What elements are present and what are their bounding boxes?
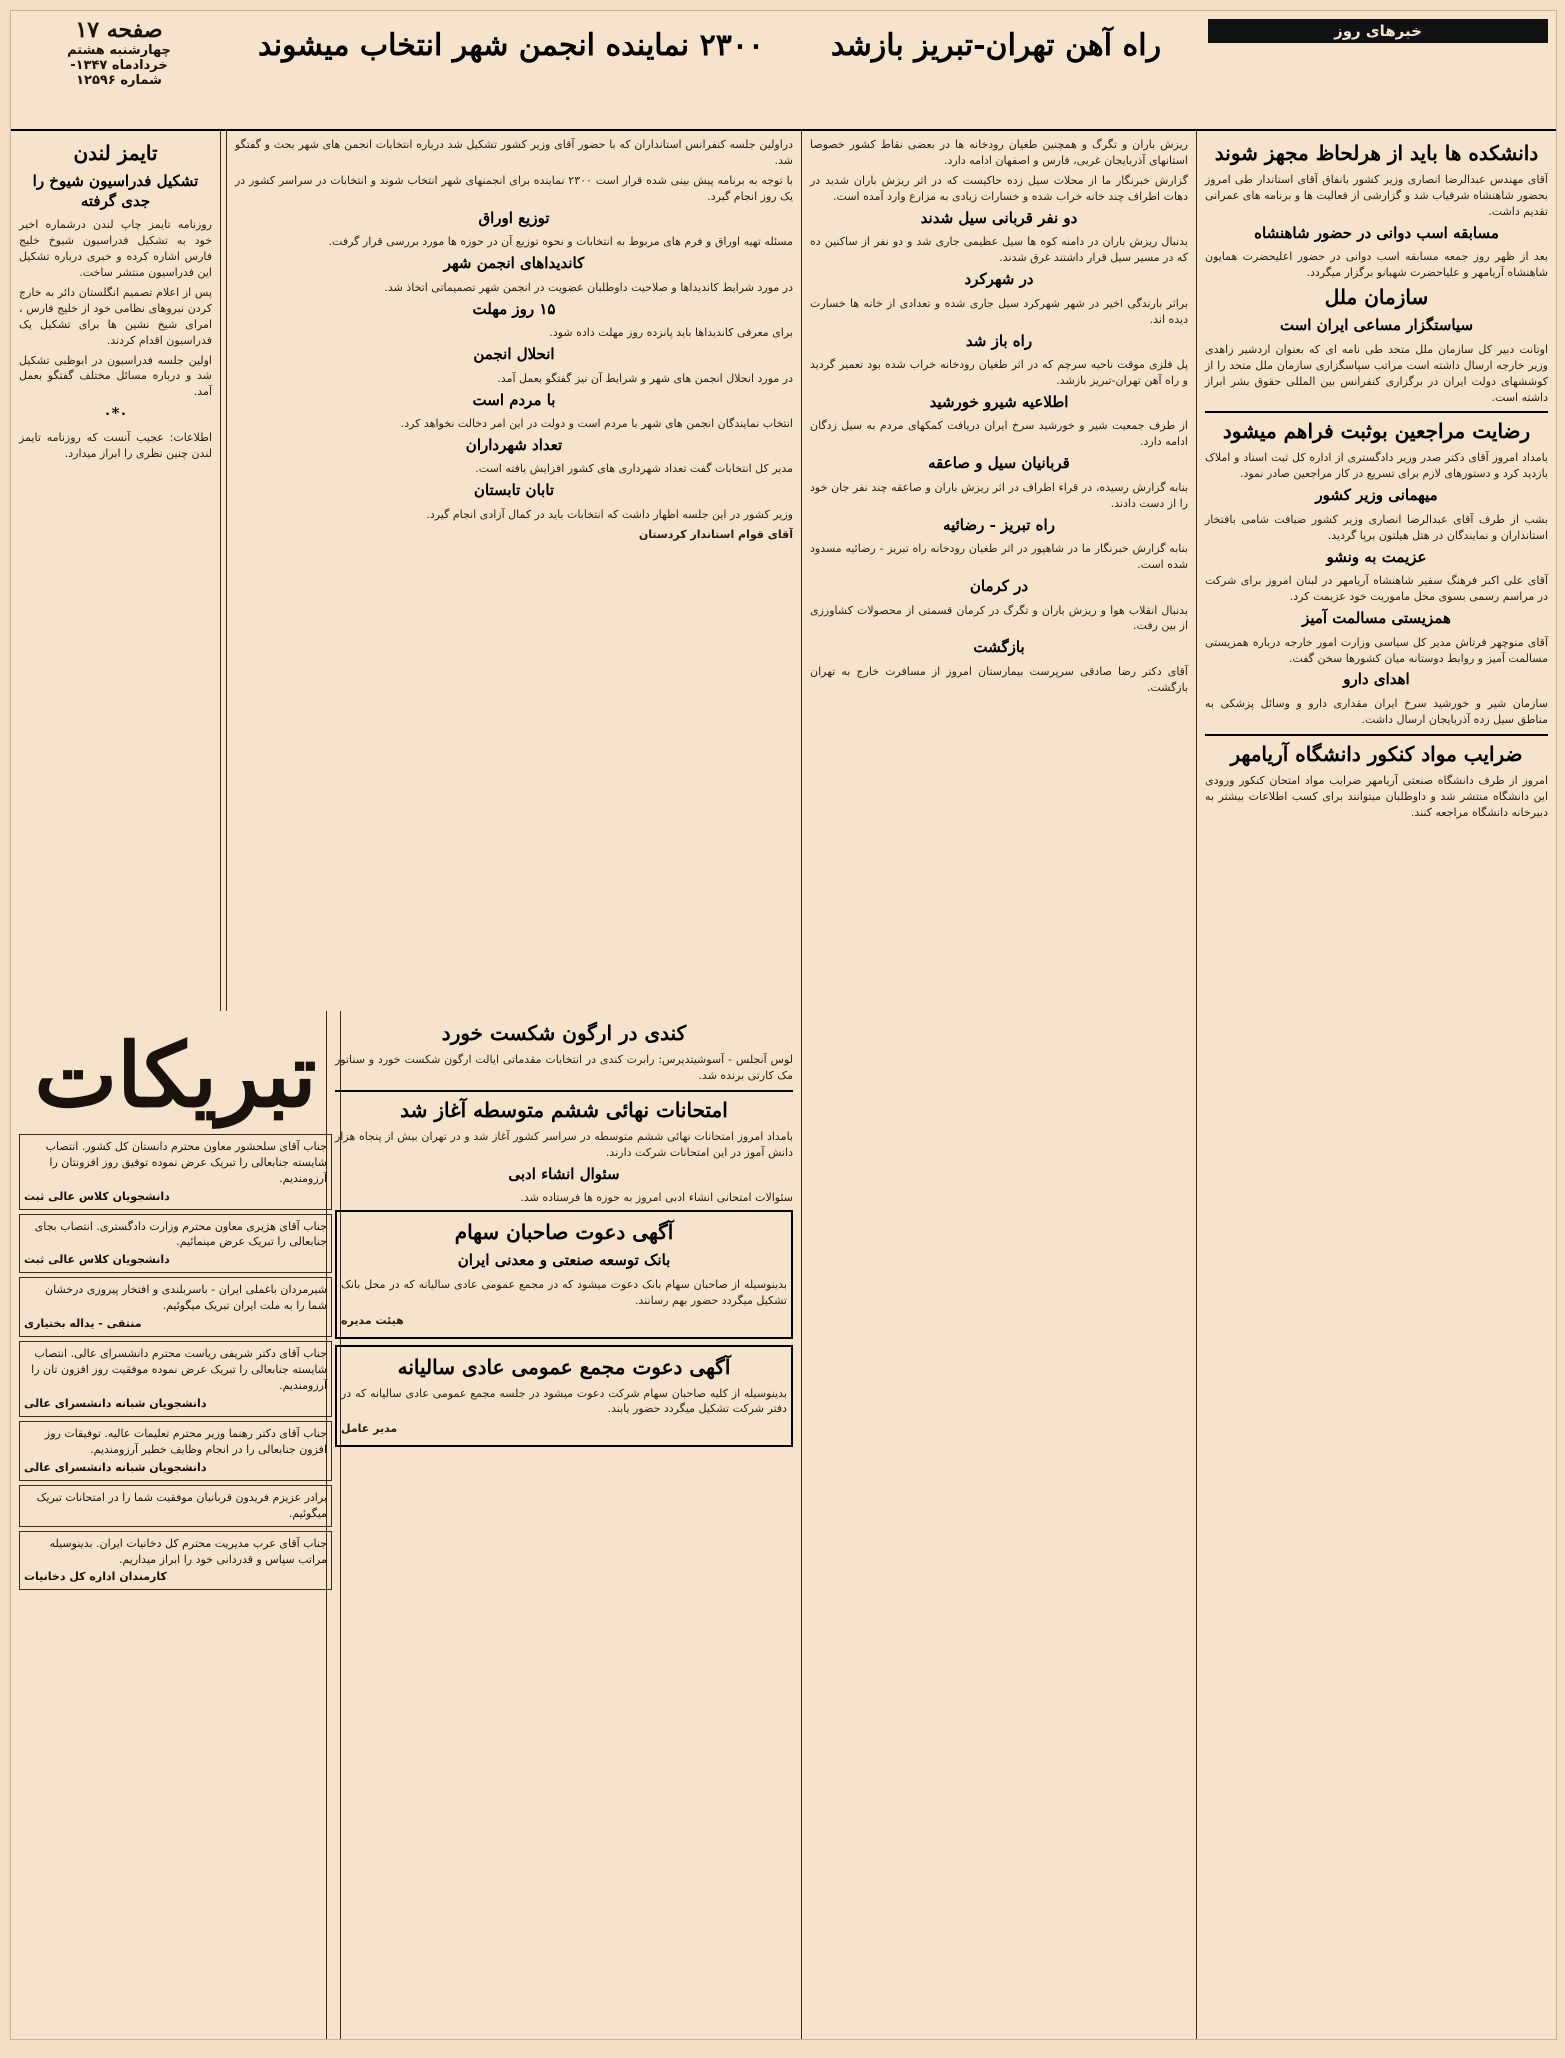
news-paragraph: اولین جلسه فدراسیون در ابوظبی تشکیل شد و درباره مسائل مختلف گفتگو بعمل آمد. xyxy=(19,353,212,399)
congrats-ad: جناب آقای دکتر رهنما وزیر محترم تعلیمات عالیه. توفیقات روز افزون جنابعالی را در انجام وظایف خطیر آرزومندیم. دانشجویان شبانه دانشسرای عالی xyxy=(19,1421,332,1481)
separator-stars: ۰*۰ xyxy=(103,404,128,423)
news-paragraph: بدنبال انقلاب هوا و ریزش باران و تگرگ در کرمان قسمتی از محصولات کشاورزی از بین رفت. xyxy=(810,603,1188,633)
headline-storm-victims: قربانیان سیل و صاعقه xyxy=(928,454,1070,473)
notice-title: آگهی دعوت مجمع عمومی عادی سالیانه xyxy=(397,1354,731,1379)
news-paragraph: سئوالات امتحانی انشاء ادبی امروز به حوزه ها فرستاده شد. xyxy=(520,1191,793,1205)
congrats-signature: دانشجویان شبانه دانشسرای عالی xyxy=(24,1396,207,1410)
news-paragraph: بدنبال ریزش باران در دامنه کوه ها سیل عظیمی جاری شد و دو نفر از ساکنین ده که در مسیر سیل قرار داشتند غرق شدند. xyxy=(810,235,1188,265)
news-paragraph: در مورد شرایط کاندیداها و صلاحیت داوطلبان عضویت در انجمن شهر تصمیماتی اتخاذ شد. xyxy=(384,280,793,294)
headline-exams: امتحانات نهائی ششم متوسطه آغاز شد xyxy=(400,1097,728,1122)
news-paragraph: گزارش خبرنگار ما از محلات سیل زده حاکیست که در اثر ریزش باران شدید در دهات اطراف چند خانه خراب شده و خسارات زیادی به مزارع وارد آمده است. xyxy=(810,173,1188,203)
headline-tabriz-rezaieh: راه تبریز - رضائیه xyxy=(943,515,1055,534)
headline-road-open: راه باز شد xyxy=(965,331,1033,350)
page-number: صفحه ۱۷ xyxy=(75,17,163,43)
news-paragraph: بنابه گزارش رسیده، در قراء اطراف در اثر ریزش باران و صاعقه چند نفر جان خود را از دست دادند. xyxy=(810,480,1188,510)
congrats-signature: دانشجویان کلاس عالی ثبت xyxy=(24,1189,170,1203)
notice-signature: مدیر عامل xyxy=(341,1422,398,1436)
notice-title: آگهی دعوت صاحبان سهام xyxy=(454,1220,674,1245)
headline-registry: رضایت مراجعین بوثبت فراهم میشود xyxy=(1222,419,1531,444)
congrats-ad: جناب آقای عرب مدیریت محترم کل دخانیات ایران. بدینوسیله مراتب سپاس و قدردانی خود را ابراز میداریم. کارمندان اداره کل دخانیات xyxy=(19,1531,332,1591)
congrats-signature: منتقی - یداله بختیاری xyxy=(24,1317,142,1331)
headline-horse-race: مسابقه اسب دوانی در حضور شاهنشاه xyxy=(1254,223,1499,242)
news-paragraph: بامداد امروز امتحانات نهائی ششم متوسطه در سراسر کشور آغاز شد و در تهران بیش از پنجاه هزار دانش آموز در این امتحانات شرکت دارند. xyxy=(335,1129,793,1159)
headline-deadline: ۱۵ روز مهلت xyxy=(472,299,556,318)
column-congratulations xyxy=(11,1011,341,2039)
notice-general-assembly xyxy=(335,1345,793,1448)
headline-medicine: اهدای دارو xyxy=(1343,670,1410,689)
headline-council: ۲۳۰۰ نماینده انجمن شهر انتخاب میشوند xyxy=(257,28,765,63)
news-paragraph: براثر بارندگی اخیر در شهر شهرکرد سیل جاری شده و تعدادی از خانه ها خسارت دیده اند. xyxy=(810,296,1188,326)
news-paragraph: با توجه به برنامه پیش بینی شده قرار است ۲۳۰۰ نماینده برای انجمنهای شهر انتخاب شوند و انتخابات در سراسر کشور در یک روز انجام گیرد. xyxy=(235,173,793,203)
news-paragraph: آقای منوچهر فرتاش مدیر کل سیاسی وزارت امور خارجه درباره همزیستی مسالمت آمیز و روابط دوستانه میان کشورها سخن گفت. xyxy=(1205,635,1548,665)
news-paragraph: امروز از طرف دانشگاه صنعتی آریامهر ضرایب مواد امتحان کنکور ورودی این دانشگاه منتشر شد و داوطلبان میتوانند برای کسب اطلاعات بیشتر به دبیرخانه دانشگاه مراجعه کنند. xyxy=(1205,773,1548,819)
news-of-day-box xyxy=(1208,19,1548,43)
news-paragraph: بشب از طرف آقای عبدالرضا انصاری وزیر کشور ضیافت شامی بافتخار استانداران و نمایندگان در هتل هیلتون برپا گردید. xyxy=(1205,512,1548,542)
issue-date: خردادماه ۱۳۴۷- xyxy=(70,58,168,73)
congrats-signature: دانشجویان شبانه دانشسرای عالی xyxy=(24,1460,207,1474)
news-paragraph: در مورد انحلال انجمن های شهر و شرایط آن نیز گفتگو بعمل آمد. xyxy=(497,371,793,385)
news-paragraph: آقای مهندس عبدالرضا انصاری وزیر کشور بانفاق آقای استاندار طی امروز بحضور شاهنشاه شرفیاب شد و گزارشی از فعالیت ها و برنامه های عمرانی تقدیم داشت. xyxy=(1205,173,1548,218)
news-paragraph: برای معرفی کاندیداها باید پانزده روز مهلت داده شود. xyxy=(549,326,793,340)
column-council xyxy=(226,131,801,1011)
headline-departure: عزیمت به ونشو xyxy=(1326,547,1427,566)
headline-railway: راه آهن تهران-تبریز بازشد xyxy=(830,28,1162,63)
news-paragraph: اطلاعات: عجیب آنست که روزنامه تایمز لندن چنین نظری را ابراز میدارد. xyxy=(19,430,212,460)
news-paragraph: لوس آنجلس - آسوشیتدپرس: رابرت کندی در انتخابات مقدماتی ایالت ارگون شکست خورد و سناتور مک کارتی برنده شد. xyxy=(335,1053,793,1082)
newspaper-page xyxy=(10,10,1557,2040)
headline-red-lion: اطلاعیه شیرو خورشید xyxy=(929,392,1069,411)
subhead-un: سیاستگزار مساعی ایران است xyxy=(1279,316,1474,335)
news-paragraph: آقای دکتر رضا صادقی سرپرست بیمارستان امروز از مسافرت خارج به تهران بازگشت. xyxy=(810,664,1188,694)
byline: آقای قوام استاندار کردستان xyxy=(638,527,793,541)
news-paragraph: از طرف جمعیت شیر و خورشید سرخ ایران دریافت کمکهای مردم به سیل زدگان ادامه دارد. xyxy=(810,419,1188,449)
notice-text: بدینوسیله از صاحبان سهام بانک دعوت میشود که در مجمع عمومی عادی سالیانه که در محل بانک تشکیل میگردد حضور بهم رسانند. xyxy=(341,1277,787,1307)
column-railway xyxy=(801,131,1196,2039)
news-paragraph: مسئله تهیه اوراق و فرم های مربوط به انتخابات و نحوه توزیع آن در حوزه ها مورد بررسی قرار گرفت. xyxy=(328,235,793,249)
headline-shahrekord: در شهرکرد xyxy=(964,270,1034,289)
divider xyxy=(1205,411,1548,413)
headline-distribution: توزیع اوراق xyxy=(478,208,550,227)
notice-bank: بانک توسعه صنعتی و معدنی ایران xyxy=(457,1251,671,1270)
notice-signature: هیئت مدیره xyxy=(341,1313,404,1327)
headline-konkur: ضرایب مواد کنکور دانشگاه آریامهر xyxy=(1230,741,1523,766)
congrats-ad: برادر عزیزم فریدون قربانیان موفقیت شما را در امتحانات تبریک میگوئیم. xyxy=(19,1485,332,1527)
headline-people: با مردم است xyxy=(472,390,556,409)
headline-dissolution: انحلال انجمن xyxy=(473,345,555,364)
news-paragraph: بامداد امروز آقای دکتر صدر وزیر دادگستری از اداره کل ثبت اسناد و املاک بازدید کرد و دستورهای لازم برای تسریع در کار مراجعین صادر نمود. xyxy=(1205,451,1548,481)
subhead-times: تشکیل فدراسیون شیوخ را جدی گرفته xyxy=(32,172,199,210)
headline-mayors: تعداد شهرداران xyxy=(465,435,563,454)
news-paragraph: انتخاب نمایندگان انجمن های شهر با مردم است و دولت در این امر دخالت نخواهد کرد. xyxy=(400,417,793,430)
congrats-ad: شیرمردان باغملی ایران - باسربلندی و افتخار پیروزی درخشان شما را به ملت ایران تبریک میگوئیم. منتقی - یداله بختیاری xyxy=(19,1277,332,1337)
headline-essay: سئوال انشاء ادبی xyxy=(508,1164,620,1183)
headline-kennedy: کندی در ارگون شکست خورد xyxy=(441,1021,687,1045)
news-paragraph: اوتانت دبیر کل سازمان ملل متحد طی نامه ای که بعنوان اردشیر زاهدی وزیر خارجه ارسال داشته است مراتب سپاسگزاری سازمان ملل متحد را از کوششهای دولت ایران در برگزاری کنفرانس بین المللی حقوق بشر ابراز داشته است. xyxy=(1205,342,1548,404)
headline-kerman: در کرمان xyxy=(969,577,1029,595)
masthead xyxy=(11,11,1556,131)
issue-info xyxy=(19,17,219,88)
headline-times: تایمز لندن xyxy=(73,141,158,165)
news-paragraph: روزنامه تایمز چاپ لندن درشماره اخیر خود به تشکیل فدراسیون شیوخ خلیج فارس اشاره کرده و خبری درباره تشکیل این فدراسیون منتشر ساخت. xyxy=(19,218,212,279)
column-exams xyxy=(326,1011,801,2039)
congrats-ad: جناب آقای هژیری معاون محترم وزارت دادگستری. انتصاب بجای جنابعالی را تبریک عرض مینمائیم. دانشجویان کلاس عالی ثبت xyxy=(19,1214,332,1274)
issue-number: شماره ۱۲۵۹۶ xyxy=(76,73,162,88)
headline-flood-victims: دو نفر قربانی سیل شدند xyxy=(920,208,1078,227)
headline-candidates: کاندیداهای انجمن شهر xyxy=(443,254,585,273)
news-paragraph: پل فلزی موقت ناحیه سرچم که در اثر طغیان رودخانه خراب شده بود تعمیر گردید و راه آهن تهران-تبریز بازشد. xyxy=(810,358,1188,387)
news-paragraph: وزیر کشور در این جلسه اظهار داشت که انتخابات باید در کمال آزادی انجام گیرد. xyxy=(426,507,793,521)
notice-text: بدینوسیله از کلیه صاحبان سهام شرکت دعوت میشود در جلسه مجمع عمومی عادی سالیانه که در دفتر شرکت تشکیل میگردد حضور یابند. xyxy=(341,1386,787,1416)
news-box-title: خبرهای روز xyxy=(1208,19,1548,43)
headline-coexistence: همزیستی مسالمت آمیز xyxy=(1302,609,1451,628)
congrats-logo: تبریکات xyxy=(34,1023,317,1127)
headline-minister-dinner: میهمانی وزیر کشور xyxy=(1315,486,1438,505)
news-paragraph: آقای علی اکبر فرهنگ سفیر شاهنشاه آریامهر در لبنان امروز برای شرکت در مراسم رسمی بسوی محل ماموریت خود عزیمت کرد. xyxy=(1205,574,1548,604)
congrats-signature: دانشجویان کلاس عالی ثبت xyxy=(24,1253,170,1267)
divider xyxy=(1205,734,1548,736)
news-paragraph: بنابه گزارش خبرنگار ما در شاهپور در اثر طغیان رودخانه راه تبریز - رضائیه مسدود شده است. xyxy=(810,542,1188,572)
column-times xyxy=(11,131,221,1011)
news-paragraph: بعد از ظهر روز جمعه مسابقه اسب دوانی در حضور اعلیحضرت همایون شاهنشاه آریامهر و علیاحضرت شهبانو برگزار میگردد. xyxy=(1205,250,1548,280)
divider xyxy=(335,1090,793,1092)
congrats-ad: جناب آقای دکتر شریفی ریاست محترم دانشسرای عالی. انتصاب شایسته جنابعالی را تبریک عرض نموده موفقیت روز افزون تان را آرزومندیم. دانشجویان شبانه دانشسرای عالی xyxy=(19,1341,332,1417)
notice-shareholders xyxy=(335,1210,793,1338)
congrats-signature: کارمندان اداره کل دخانیات xyxy=(24,1570,167,1584)
congrats-ad: جناب آقای سلحشور معاون محترم دانستان کل کشور. انتصاب شایسته جنابعالی را تبریک عرض نموده توفیق روز افزونتان را آرزومندیم. دانشجویان کلاس عالی ثبت xyxy=(19,1134,332,1210)
headline-faculties: دانشکده ها باید از هرلحاظ مجهز شوند xyxy=(1214,141,1539,165)
column-news-of-day xyxy=(1196,131,1556,2039)
headline-summer: تابان تابستان xyxy=(473,481,555,500)
headline-un: سازمان ملل xyxy=(1324,285,1429,310)
news-paragraph: ریزش باران و تگرگ و همچنین طغیان رودخانه ها در بعضی نقاط کشور خصوصا استانهای آذربایجان غربی، فارس و اصفهان ادامه دارد. xyxy=(810,138,1188,167)
news-paragraph: دراولین جلسه کنفرانس استانداران که با حضور آقای وزیر کشور تشکیل شد درباره انتخابات انجمن های شهر بحث و گفتگو شد. xyxy=(235,138,793,167)
headline-return: بازگشت xyxy=(973,638,1025,657)
news-paragraph: پس از اعلام تصمیم انگلستان دائر به خارج کردن نیروهای نظامی خود از خلیج فارس ، امرای شیخ نشین ها برای تشکیل یک فدراسیون اقدام کردند. xyxy=(19,285,212,347)
news-paragraph: سازمان شیر و خورشید سرخ ایران مقداری دارو و وسائل پزشکی به مناطق سیل زده آذربایجان ارسال داشت. xyxy=(1205,696,1548,726)
issue-day: چهارشنبه هشتم xyxy=(67,43,171,58)
news-paragraph: مدیر کل انتخابات گفت تعداد شهرداری های کشور افزایش یافته است. xyxy=(475,462,793,476)
